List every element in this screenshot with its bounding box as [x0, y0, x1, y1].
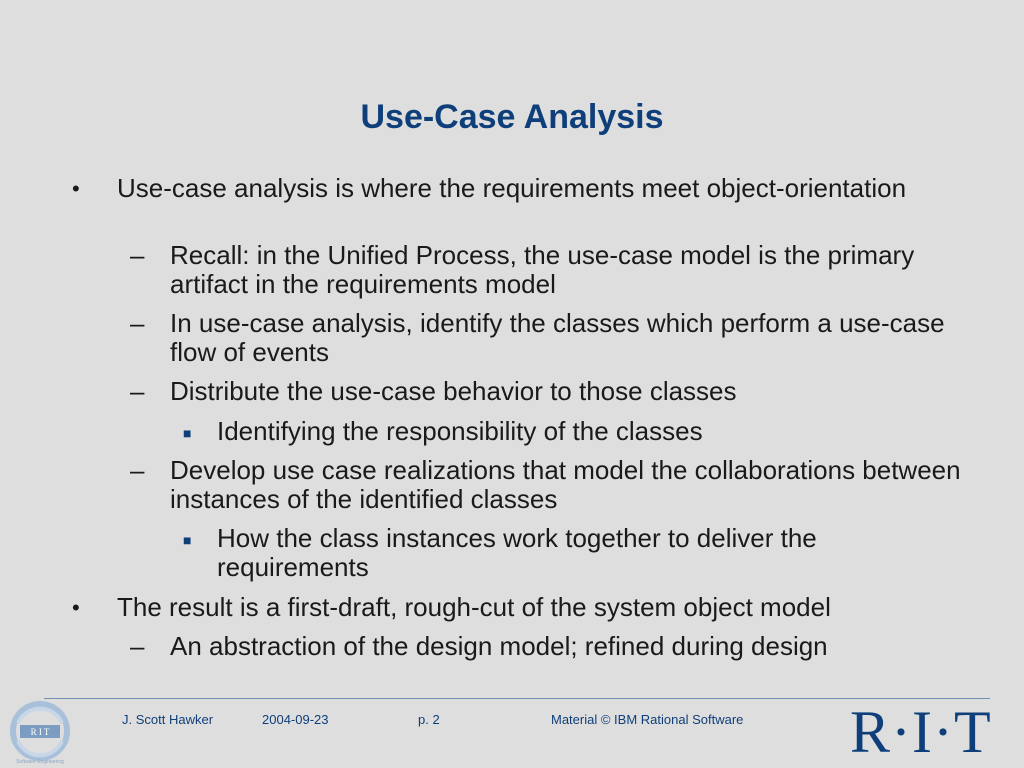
slide-title: Use-Case Analysis [360, 98, 664, 136]
seal-text: R I T [30, 727, 50, 737]
bullet-text: The result is a first-draft, rough-cut of the system object model [117, 592, 831, 622]
bullet-text: In use-case analysis, identify the classes which perform a use-case flow of events [170, 308, 945, 367]
round-bullet-icon: • [72, 595, 80, 620]
square-bullet-icon: ■ [183, 532, 192, 548]
footer-copyright: Material © IBM Rational Software [551, 712, 744, 727]
bullet-item [130, 308, 970, 367]
bullet-item [72, 173, 917, 203]
bullet-text: An abstraction of the design model; refined during design [170, 631, 828, 661]
bullet-text: How the class instances work together to deliver the requirements [217, 523, 817, 582]
square-bullet-icon: ■ [183, 425, 192, 441]
bullet-item [130, 455, 970, 514]
rit-seal-icon [8, 701, 72, 765]
bullet-text: Identifying the responsibility of the classes [217, 416, 703, 446]
footer-author: J. Scott Hawker [122, 712, 214, 727]
bullet-item [183, 523, 957, 582]
bullet-item [130, 631, 970, 661]
footer-page: p. 2 [418, 712, 440, 727]
bullet-text: Recall: in the Unified Process, the use-case model is the primary artifact in the requirements model [170, 240, 915, 299]
bullet-text: Use-case analysis is where the requirements meet object-orientation [117, 173, 907, 203]
dash-bullet-icon: – [130, 455, 145, 485]
footer-divider [44, 698, 990, 699]
dash-bullet-icon: – [130, 240, 145, 270]
dash-bullet-icon: – [130, 631, 145, 661]
bullet-text: Develop use case realizations that model the collaborations between instances of the identified classes [170, 455, 961, 514]
round-bullet-icon: • [72, 176, 80, 201]
bullet-item [183, 416, 957, 446]
rit-logo: R·I·T [850, 699, 992, 765]
dash-bullet-icon: – [130, 376, 145, 406]
bullet-item [130, 376, 970, 406]
bullet-text: Distribute the use-case behavior to those classes [170, 376, 737, 406]
dash-bullet-icon: – [130, 308, 145, 338]
footer-date: 2004-09-23 [262, 712, 329, 727]
bullet-item [130, 240, 970, 299]
bullet-item [72, 592, 917, 622]
seal-caption: Software Engineering [16, 759, 64, 765]
